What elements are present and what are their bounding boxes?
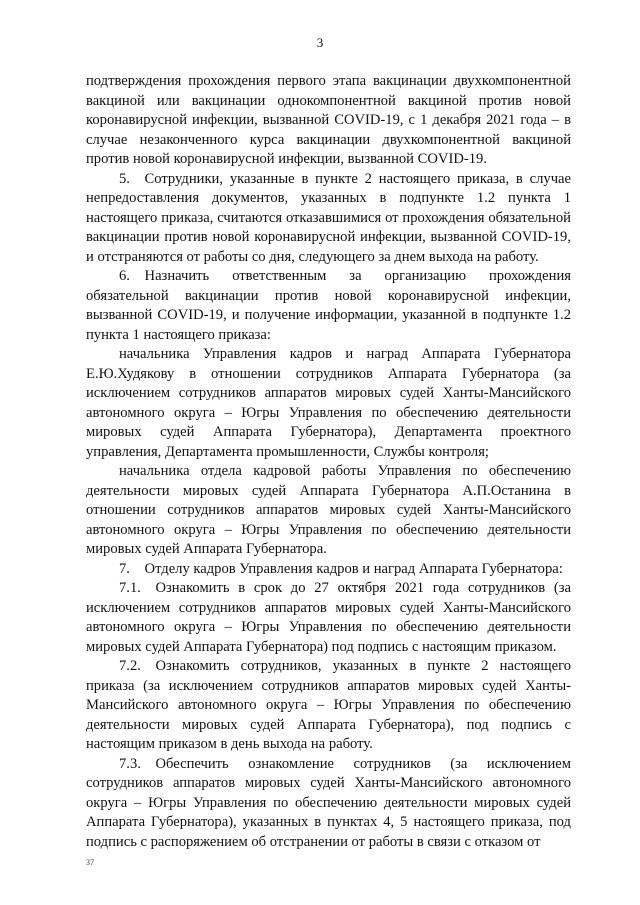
- paragraph-item-5: 5. Сотрудники, указанные в пункте 2 настоящего приказа, в случае непредоставления документов, указанных в подпункте 1.2 пункта 1 настоящего приказа, считаются отказавшимися от прохождения обязательной вакцинации против новой коронавирусной инфекции, вызванной COVID-19, и отстраняются от работы со дня, следующего за днем выхода на работу.: [86, 170, 571, 265]
- paragraph-responsible-hr-head: начальника Управления кадров и наград Аппарата Губернатора Е.Ю.Худякову в отношении сотрудников Аппарата Губернатора (за исключением сотрудников аппаратов мировых судей Ханты-Мансийского автономного округа – Югры Управления по обеспечению деятельности мировых судей Аппарата Губернатора), Департамента проектного управления, Департамента промышленности, Службы контроля;: [86, 346, 571, 460]
- paragraph-item-7-1: 7.1. Ознакомить в срок до 27 октября 2021 года сотрудников (за исключением сотрудников аппаратов мировых судей Ханты-Мансийского автономного округа – Югры Управления по обеспечению деятельности мировых судей Аппарата Губернатора) под подпись с настоящим приказом.: [86, 580, 571, 655]
- page-number: 3: [316, 35, 324, 50]
- document-body: [86, 72, 571, 852]
- footer-code: 37: [86, 858, 94, 867]
- paragraph-item-7-3: 7.3. Обеспечить ознакомление сотрудников (за исключением сотрудников аппаратов мировых судей Ханты-Мансийского автономного округа – Югры Управления по обеспечению деятельности мировых судей Аппарата Губернатора), указанных в пунктах 4, 5 настоящего приказа, под подпись с распоряжением об отстранении от работы в связи с отказом от: [86, 755, 571, 850]
- paragraph-vaccination-confirmation: подтверждения прохождения первого этапа вакцинации двухкомпонентной вакциной или вакцинации однокомпонентной вакциной против новой коронавирусной инфекции, вызванной COVID-19, с 1 декабря 2021 года – в случае незаконченного курса вакцинации двухкомпонентной вакциной против новой коронавирусной инфекции, вызванной COVID-19.: [86, 73, 571, 167]
- paragraph-item-6: 6. Назначить ответственным за организацию прохождения обязательной вакцинации против новой коронавирусной инфекции, вызванной COVID-19, и получение информации, указанной в подпункте 1.2 пункта 1 настоящего приказа:: [86, 268, 571, 343]
- paragraph-responsible-judges-hr: начальника отдела кадровой работы Управления по обеспечению деятельности мировых судей Аппарата Губернатора А.П.Останина в отношении сотрудников аппаратов мировых судей Ханты-Мансийского автономного округа – Югры Управления по обеспечению деятельности мировых судей Аппарата Губернатора.: [86, 463, 571, 557]
- paragraph-item-7-2: 7.2. Ознакомить сотрудников, указанных в пункте 2 настоящего приказа (за исключением сотрудников аппаратов мировых судей Ханты-Мансийского автономного округа – Югры Управления по обеспечению деятельности мировых судей Аппарата Губернатора), под подпись с настоящим приказом в день выхода на работу.: [86, 658, 571, 752]
- paragraph-item-7: 7. Отделу кадров Управления кадров и наград Аппарата Губернатора:: [119, 560, 563, 577]
